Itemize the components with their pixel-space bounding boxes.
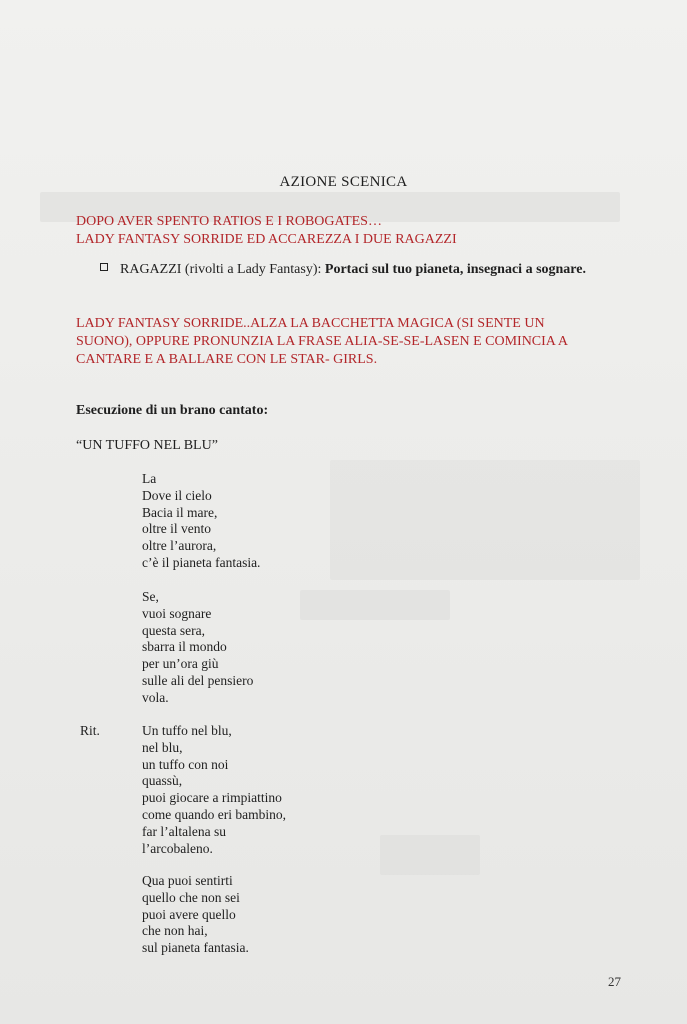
stage-direction-line: DOPO AVER SPENTO RATIOS E I ROBOGATES…: [76, 214, 382, 229]
lyric-line: puoi avere quello: [142, 906, 236, 922]
lyric-line: sbarra il mondo: [142, 639, 227, 655]
refrain-label: Rit.: [80, 723, 100, 738]
lyrics-refrain: [142, 723, 286, 857]
lyric-line: Dove il cielo: [142, 487, 212, 503]
lyric-line: questa sera,: [142, 622, 205, 638]
bleed-through-mark: [330, 460, 640, 580]
lyric-line: sulle ali del pensiero: [142, 672, 254, 688]
stage-direction-line: LADY FANTASY SORRIDE ED ACCAREZZA I DUE RAGAZZI: [76, 232, 457, 247]
lyric-line: c’è il pianeta fantasia.: [142, 554, 261, 570]
lyric-line: che non hai,: [142, 923, 208, 939]
lyrics-stanza-4: [142, 873, 249, 957]
lyric-line: oltre il vento: [142, 521, 211, 537]
page-number: 27: [608, 974, 621, 989]
lyric-line: La: [142, 471, 157, 486]
section-heading: Esecuzione di un brano cantato:: [76, 403, 269, 418]
stage-direction-line: SUONO), OPPURE PRONUNZIA LA FRASE ALIA-SE-SE-LASEN E COMINCIA A: [76, 334, 568, 349]
dialogue-text: Portaci sul tuo pianeta, insegnaci a sognare.: [324, 262, 586, 277]
lyric-line: l’arcobaleno.: [142, 840, 213, 856]
lyric-line: Qua puoi sentirti: [142, 873, 233, 888]
dialogue-speaker: RAGAZZI (rivolti a Lady Fantasy):: [120, 262, 325, 277]
dialogue-line: [100, 262, 586, 278]
lyric-line: sul pianeta fantasia.: [142, 940, 249, 956]
lyric-line: quassù,: [142, 773, 183, 789]
stage-direction-1: [76, 213, 457, 249]
lyric-line: per un’ora giù: [142, 656, 219, 672]
lyric-line: Un tuffo nel blu,: [142, 723, 232, 738]
lyric-line: Bacia il mare,: [142, 504, 218, 520]
square-bullet-icon: [100, 263, 108, 271]
page-title: AZIONE SCENICA: [279, 174, 408, 190]
lyric-line: oltre l’aurora,: [142, 538, 217, 554]
stage-direction-line: LADY FANTASY SORRIDE..ALZA LA BACCHETTA MAGICA (SI SENTE UN: [76, 316, 545, 331]
lyric-line: vola.: [142, 689, 169, 705]
lyric-line: vuoi sognare: [142, 605, 212, 621]
lyric-line: puoi giocare a rimpiattino: [142, 790, 282, 806]
song-title: “UN TUFFO NEL BLU”: [76, 438, 218, 453]
lyric-line: Se,: [142, 589, 159, 604]
stage-direction-2: [76, 315, 568, 369]
stage-direction-line: CANTARE E A BALLARE CON LE STAR- GIRLS.: [76, 352, 378, 367]
lyric-line: un tuffo con noi: [142, 756, 229, 772]
lyric-line: nel blu,: [142, 739, 183, 755]
lyric-line: come quando eri bambino,: [142, 806, 286, 822]
lyric-line: far l’altalena su: [142, 823, 226, 839]
bleed-through-mark: [380, 835, 480, 875]
lyrics-stanza-2: [142, 589, 253, 707]
lyric-line: quello che non sei: [142, 889, 240, 905]
bleed-through-mark: [300, 590, 450, 620]
lyrics-stanza-1: [142, 471, 260, 572]
